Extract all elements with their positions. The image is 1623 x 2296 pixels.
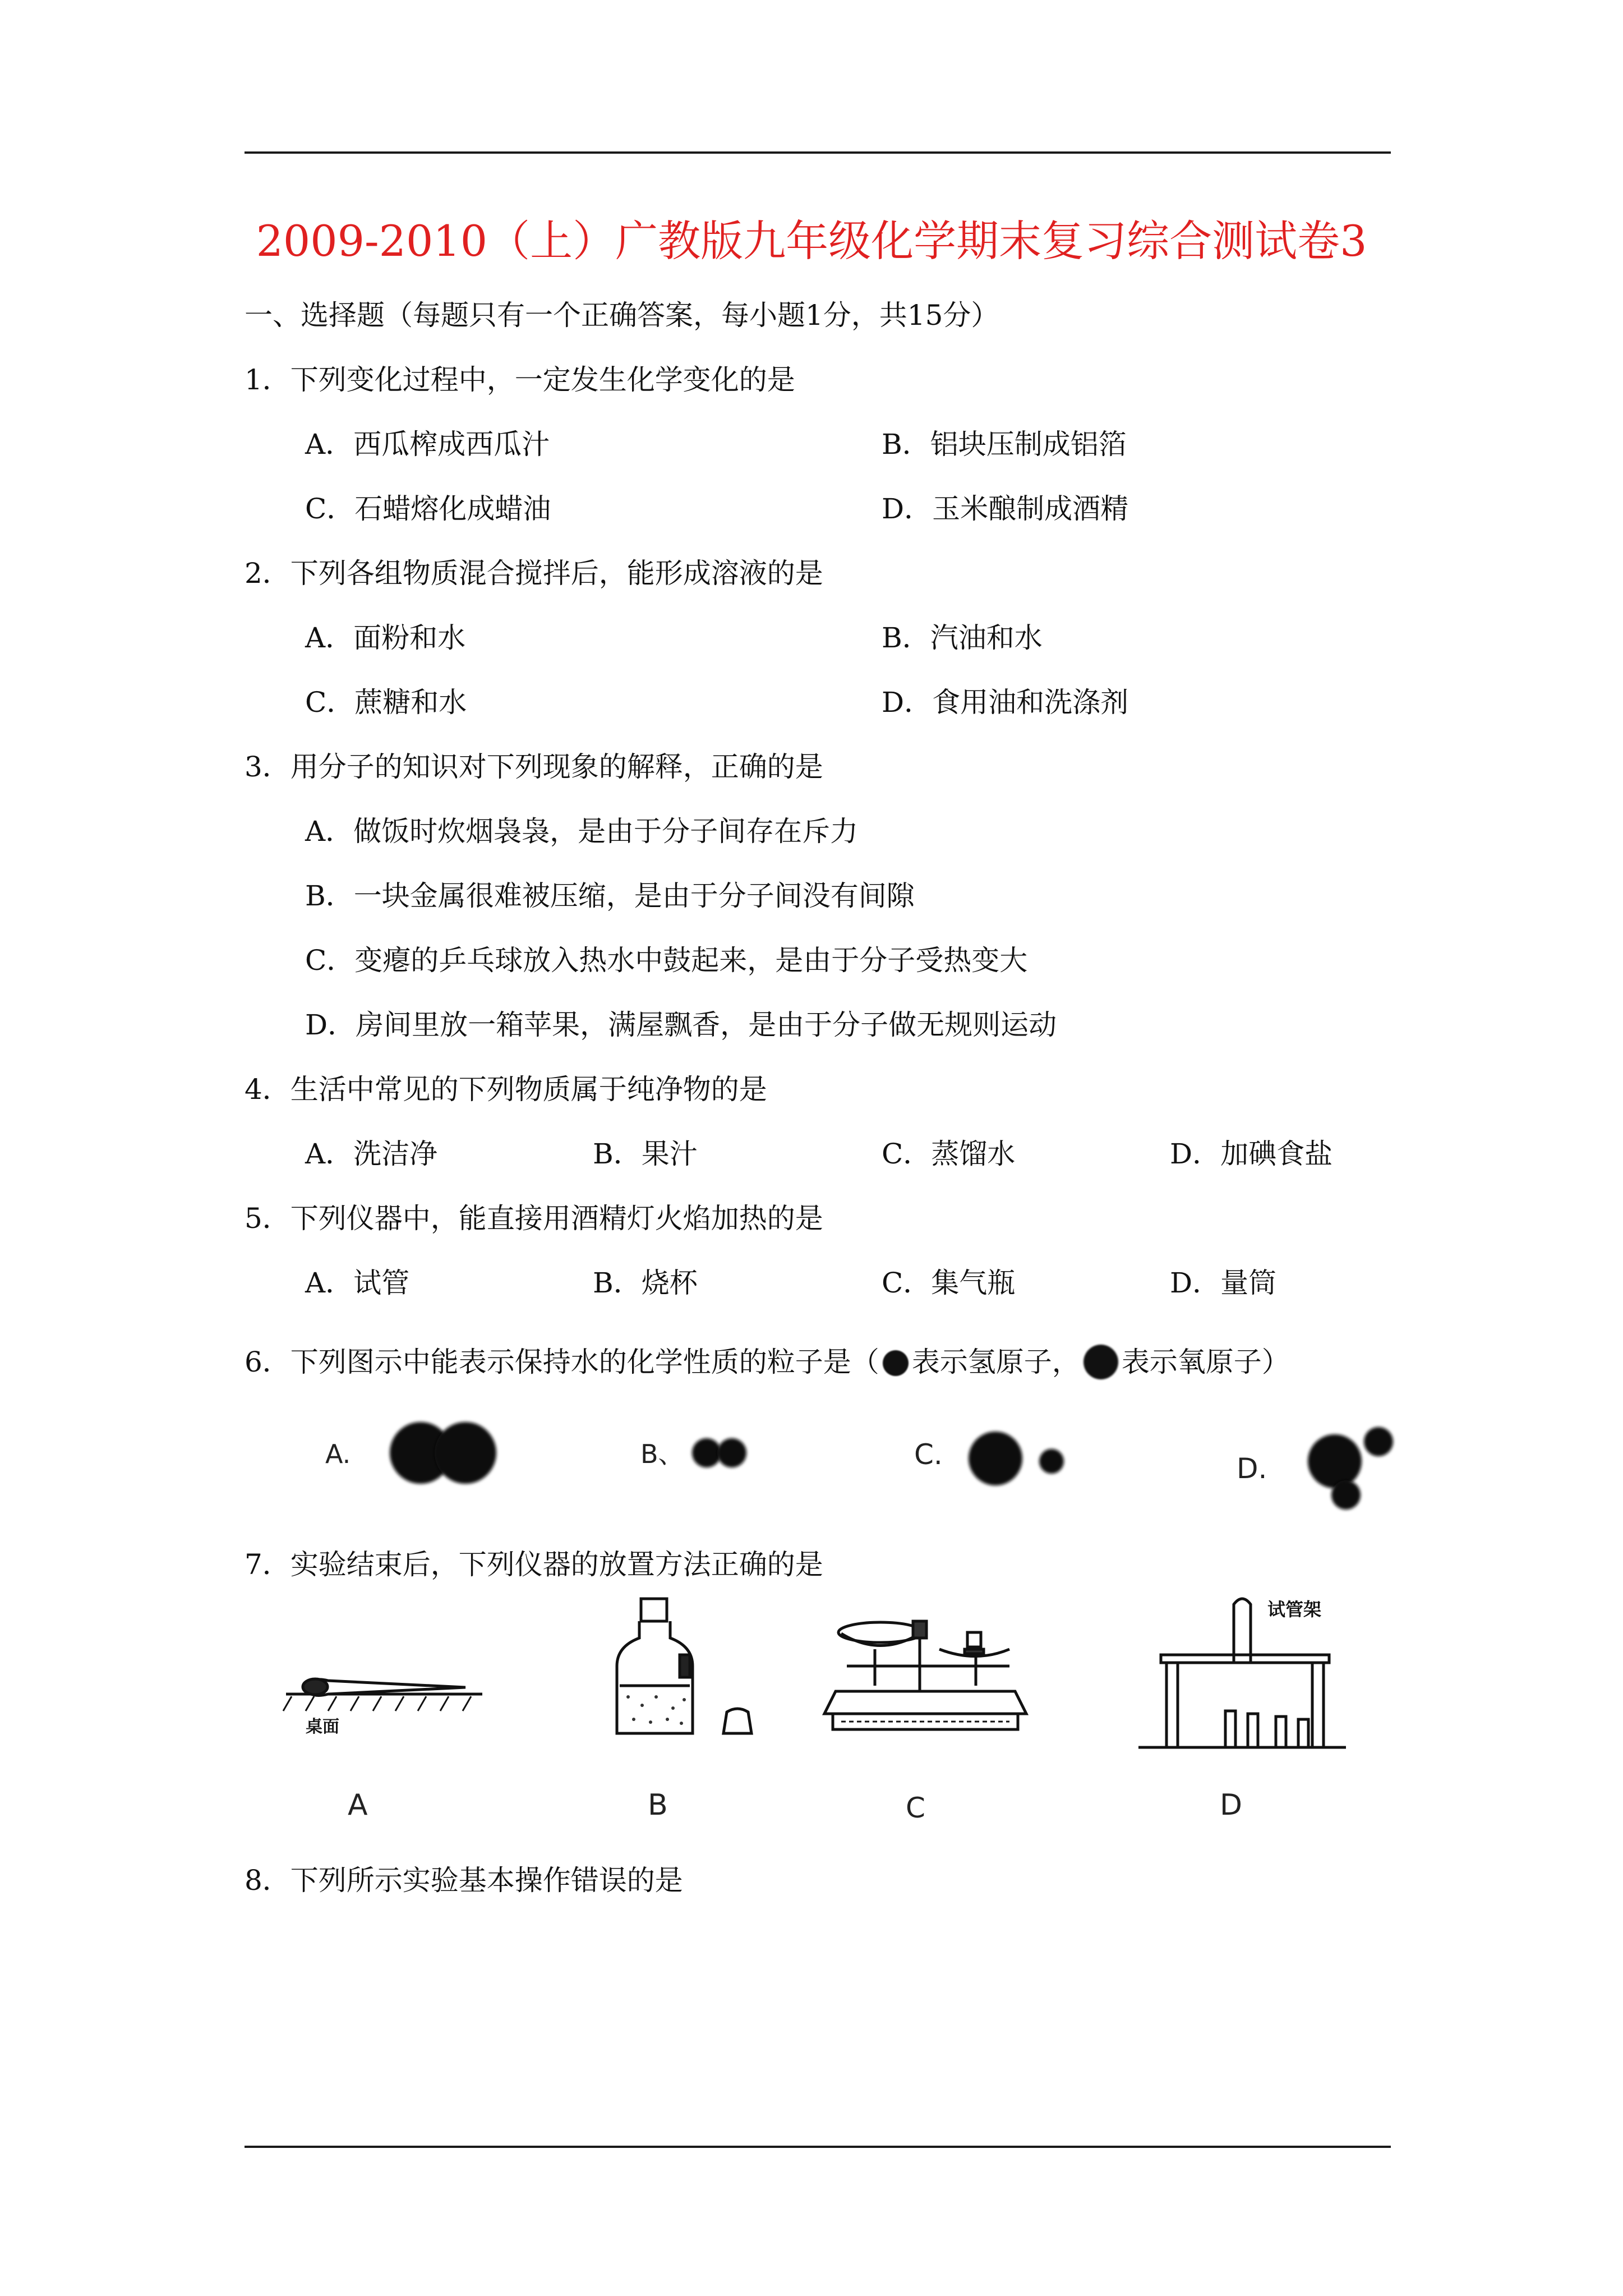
test-tube-rack-illustration bbox=[1138, 1599, 1346, 1747]
balance-illustration bbox=[824, 1621, 1026, 1729]
question-2-stem: 2．下列各组物质混合搅拌后，能形成溶液的是 bbox=[245, 557, 823, 590]
figure-6-label-a: A. bbox=[325, 1439, 351, 1469]
figure-7-desk-text: 桌面 bbox=[306, 1717, 339, 1737]
question-5-option-b: B．烧杯 bbox=[593, 1267, 698, 1299]
question-4-option-b: B．果汁 bbox=[593, 1138, 698, 1170]
question-6-stem bbox=[245, 1342, 1290, 1382]
figure-7-label-a: A bbox=[348, 1788, 368, 1822]
question-5-stem: 5．下列仪器中，能直接用酒精灯火焰加热的是 bbox=[245, 1202, 823, 1235]
question-7-figure bbox=[280, 1593, 1402, 1851]
section-header: 一、选择题（每题只有一个正确答案，每小题1分，共15分） bbox=[245, 299, 999, 332]
reagent-bottle-illustration bbox=[617, 1599, 751, 1733]
question-3-option-d: D．房间里放一箱苹果，满屋飘香，是由于分子做无规则运动 bbox=[305, 1009, 1057, 1041]
dropper-on-desk-illustration bbox=[283, 1679, 482, 1711]
question-3-stem: 3．用分子的知识对下列现象的解释，正确的是 bbox=[245, 751, 823, 783]
figure-6-label-b: B、 bbox=[640, 1439, 684, 1469]
question-6-stem-part1: 6．下列图示中能表示保持水的化学性质的粒子是（ bbox=[245, 1346, 879, 1378]
figure-7-label-d: D bbox=[1220, 1788, 1243, 1822]
question-5-option-c: C．集气瓶 bbox=[882, 1267, 1016, 1299]
question-1-stem: 1．下列变化过程中，一定发生化学变化的是 bbox=[245, 364, 795, 396]
molecule-c bbox=[914, 1432, 1064, 1485]
question-1-option-c: C．石蜡熔化成蜡油 bbox=[305, 493, 551, 525]
question-3-option-a: A．做饭时炊烟袅袅，是由于分子间存在斥力 bbox=[305, 815, 859, 848]
footer-rule bbox=[245, 2146, 1391, 2148]
question-4-option-a: A．洗洁净 bbox=[305, 1138, 438, 1170]
question-7-stem: 7．实验结束后，下列仪器的放置方法正确的是 bbox=[245, 1548, 823, 1581]
figure-7-label-b: B bbox=[648, 1788, 668, 1822]
question-4-option-d: D．加碘食盐 bbox=[1170, 1138, 1333, 1170]
question-1-option-a: A．西瓜榨成西瓜汁 bbox=[305, 428, 550, 461]
figure-6-label-d: D. bbox=[1237, 1452, 1267, 1485]
question-2-option-d: D．食用油和洗涤剂 bbox=[882, 686, 1129, 719]
figure-7-rack-text: 试管架 bbox=[1267, 1599, 1322, 1620]
question-4-option-c: C．蒸馏水 bbox=[882, 1138, 1016, 1170]
header-rule bbox=[245, 151, 1391, 154]
oxygen-atom-icon bbox=[1083, 1345, 1118, 1379]
question-2-option-b: B．汽油和水 bbox=[882, 622, 1043, 654]
question-1-option-b: B．铝块压制成铝箔 bbox=[882, 428, 1127, 461]
question-5-option-a: A．试管 bbox=[305, 1267, 410, 1299]
question-6-stem-part3: 表示氧原子） bbox=[1121, 1346, 1290, 1378]
page-title: 2009-2010（上）广教版九年级化学期末复习综合测试卷3 bbox=[256, 216, 1367, 266]
question-4-stem: 4．生活中常见的下列物质属于纯净物的是 bbox=[245, 1073, 767, 1106]
question-2-option-a: A．面粉和水 bbox=[305, 622, 466, 654]
molecule-b bbox=[640, 1438, 746, 1469]
question-8-stem: 8．下列所示实验基本操作错误的是 bbox=[245, 1864, 683, 1897]
question-3-option-c: C．变瘪的乒乓球放入热水中鼓起来，是由于分子受热变大 bbox=[305, 944, 1028, 977]
molecule-a bbox=[325, 1422, 496, 1484]
figure-7-label-c: C bbox=[906, 1792, 925, 1824]
question-3-option-b: B．一块金属很难被压缩，是由于分子间没有间隙 bbox=[305, 880, 915, 912]
molecule-d bbox=[1237, 1427, 1393, 1510]
question-6-stem-part2: 表示氢原子， bbox=[911, 1346, 1080, 1378]
question-5-option-d: D．量筒 bbox=[1170, 1267, 1277, 1299]
question-6-figure bbox=[314, 1397, 1408, 1526]
hydrogen-atom-icon bbox=[883, 1350, 909, 1376]
question-2-option-c: C．蔗糖和水 bbox=[305, 686, 467, 719]
question-1-option-d: D．玉米酿制成酒精 bbox=[882, 493, 1129, 525]
figure-6-label-c: C. bbox=[914, 1438, 943, 1471]
